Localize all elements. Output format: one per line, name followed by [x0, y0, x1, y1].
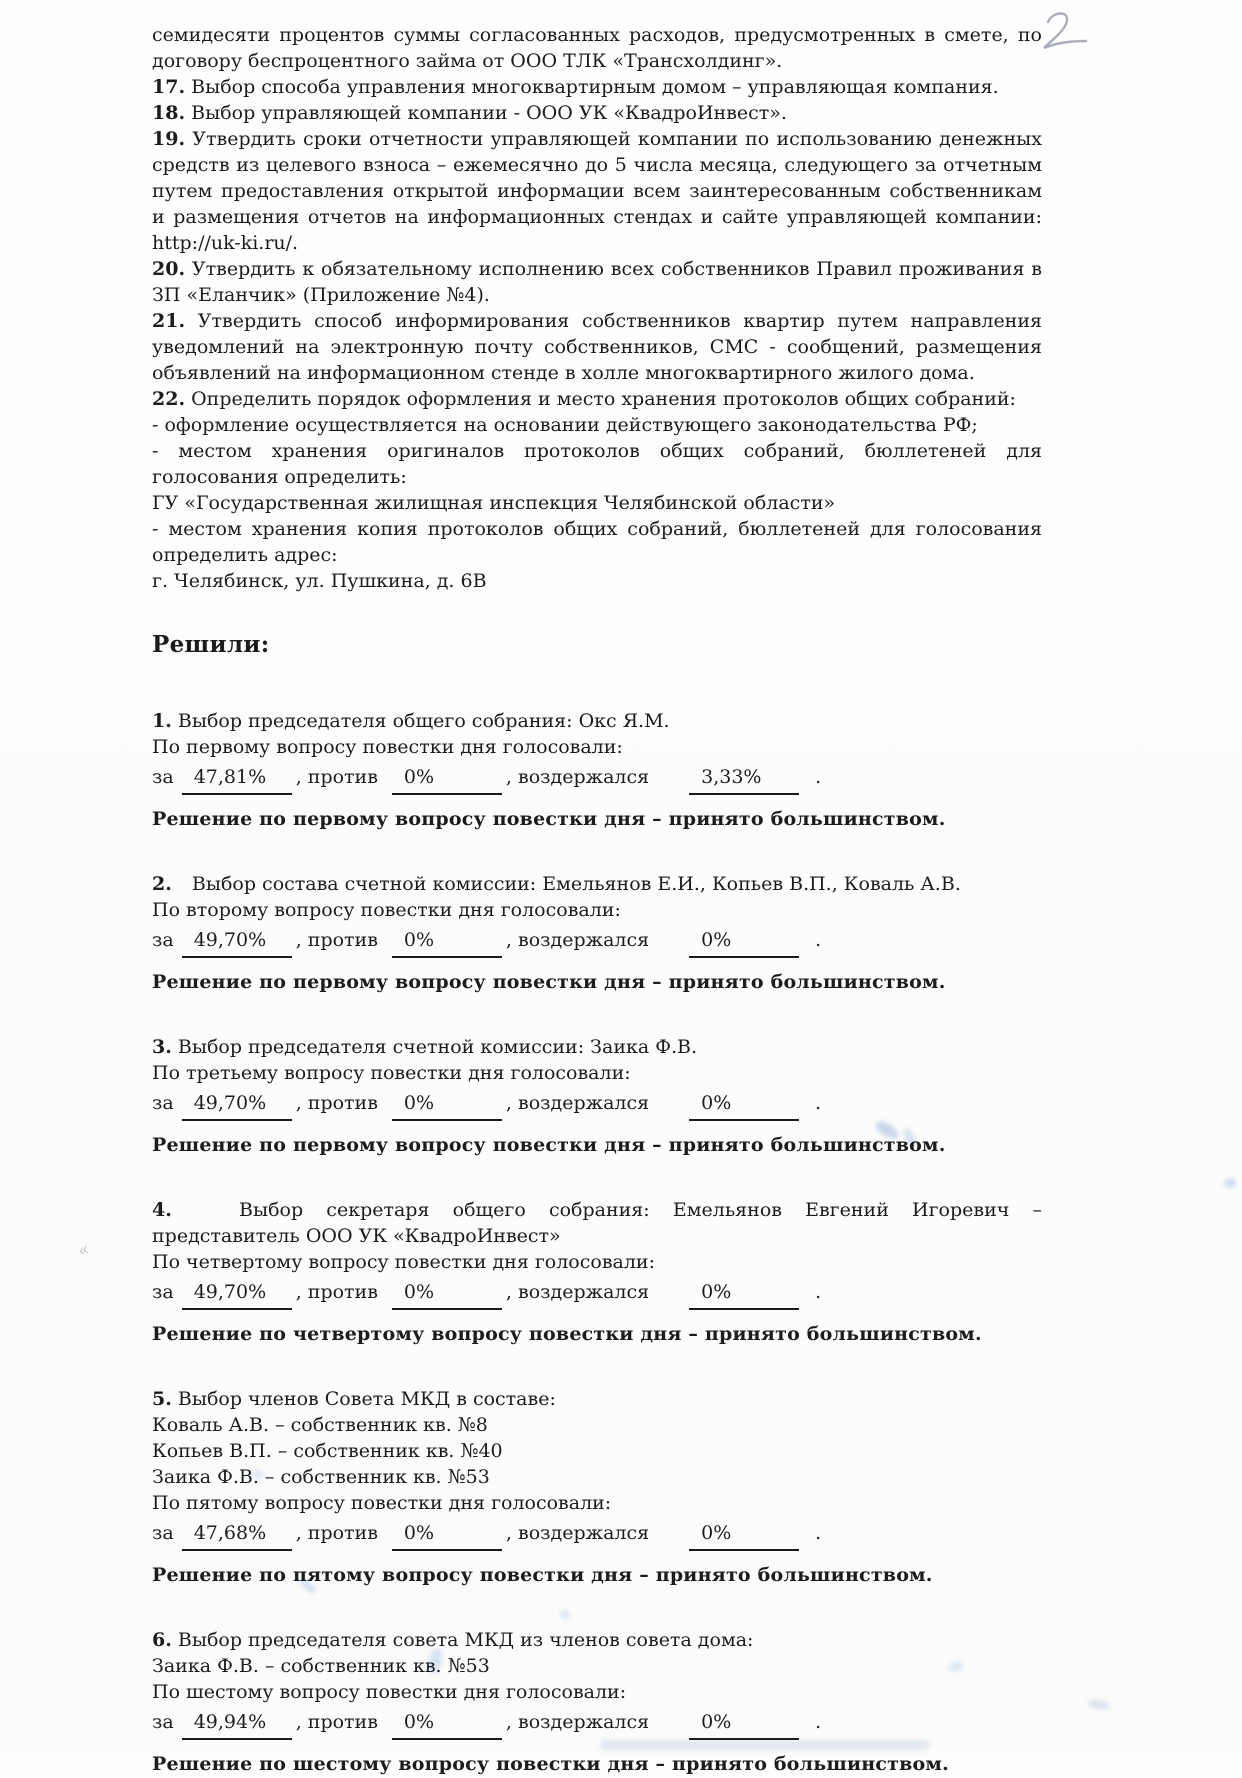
vote-abstain-label: , воздержался — [505, 1522, 650, 1544]
vote-line-period: . — [815, 929, 822, 951]
vote-abstain-value: 0% — [689, 1088, 799, 1121]
document-body — [152, 22, 1042, 1778]
decision-result: Решение по шестому вопросу повестки дня – принято большинством. — [152, 1753, 949, 1775]
decision-number: 3. — [152, 1036, 172, 1058]
vote-against-value: 0% — [392, 762, 502, 795]
decision-title — [152, 1627, 1042, 1653]
vote-abstain-label: , воздержался — [505, 1092, 650, 1114]
decision-number: 1. — [152, 710, 172, 732]
storage-line: ГУ «Государственная жилищная инспекция Челябинской области» — [152, 492, 836, 514]
item-number: 17. — [152, 76, 186, 98]
vote-for-value: 49,94% — [182, 1707, 292, 1740]
vote-against-label: , против — [295, 1522, 378, 1544]
vote-for-value: 49,70% — [182, 925, 292, 958]
handwritten-page-number — [1038, 8, 1094, 58]
vote-abstain-value: 0% — [689, 1518, 799, 1551]
decision-title-text: Выбор членов Совета МКД в составе: — [177, 1388, 556, 1410]
item-text: Утвердить сроки отчетности управляющей компании по использованию денежных средств из целевого взноса – ежемесячно до 5 числа месяца, следующего за отчетным путем предоставления открытой информации всем заинтересованным собственникам и размещения отчетов на информационных стендах и сайте управляющей компании: http://uk-ki.ru/. — [152, 128, 1042, 254]
member-line: Коваль А.В. – собственник кв. №8 — [152, 1414, 488, 1436]
decision-title — [152, 871, 1042, 897]
item-number: 22. — [152, 388, 186, 410]
vote-abstain-value: 0% — [689, 925, 799, 958]
vote-against-label: , против — [295, 1092, 378, 1114]
agenda-item-19 — [152, 126, 1042, 256]
voting-line — [152, 1086, 1042, 1128]
item-text: Определить порядок оформления и место хранения протоколов общих собраний: — [191, 388, 1016, 410]
voting-line — [152, 1705, 1042, 1747]
voting-intro-line: По шестому вопросу повестки дня голосовали: — [152, 1681, 627, 1703]
vote-for-label: за — [152, 929, 174, 951]
member-line: Заика Ф.В. – собственник кв. №53 — [152, 1466, 490, 1488]
decision-block-4 — [152, 1197, 1042, 1348]
decision-result: Решение по первому вопросу повестки дня – принято большинством. — [152, 971, 946, 993]
decision-title-text: Выбор председателя совета МКД из членов совета дома: — [177, 1629, 754, 1651]
vote-for-label: за — [152, 1711, 174, 1733]
decision-title-text: Выбор председателя общего собрания: Окс Я.М. — [177, 710, 670, 732]
resolved-heading: Решили: — [152, 631, 270, 658]
vote-for-value: 47,68% — [182, 1518, 292, 1551]
vote-abstain-value: 0% — [689, 1707, 799, 1740]
vote-for-label: за — [152, 1092, 174, 1114]
decision-block-3 — [152, 1034, 1042, 1159]
voting-line — [152, 1275, 1042, 1317]
member-line: Копьев В.П. – собственник кв. №40 — [152, 1440, 503, 1462]
pencil-mark: « — [75, 1238, 92, 1263]
decision-title-text: Выбор состава счетной комиссии: Емельянов Е.И., Копьев В.П., Коваль А.В. — [191, 873, 961, 895]
vote-abstain-label: , воздержался — [505, 1281, 650, 1303]
decision-title — [152, 1034, 1042, 1060]
item-text: Выбор управляющей компании - ООО УК «КвадроИнвест». — [191, 102, 787, 124]
vote-against-value: 0% — [392, 925, 502, 958]
decision-block-5 — [152, 1386, 1042, 1589]
vote-for-value: 47,81% — [182, 762, 292, 795]
decision-title-text: Выбор председателя счетной комиссии: Заика Ф.В. — [177, 1036, 698, 1058]
item-text: Утвердить к обязательному исполнению всех собственников Правил проживания в ЗП «Еланчик» (Приложение №4). — [152, 258, 1043, 306]
vote-against-value: 0% — [392, 1088, 502, 1121]
vote-against-label: , против — [295, 1711, 378, 1733]
storage-line: г. Челябинск, ул. Пушкина, д. 6В — [152, 570, 487, 592]
decision-number: 2. — [152, 873, 172, 895]
voting-intro-line: По первому вопросу повестки дня голосовали: — [152, 736, 623, 758]
voting-intro-line: По четвертому вопросу повестки дня голосовали: — [152, 1251, 655, 1273]
agenda-item-22 — [152, 386, 1042, 412]
storage-line: - оформление осуществляется на основании действующего законодательства РФ; — [152, 414, 978, 436]
voting-intro-line: По пятому вопросу повестки дня голосовали: — [152, 1492, 612, 1514]
voting-line — [152, 760, 1042, 802]
vote-against-value: 0% — [392, 1707, 502, 1740]
decision-block-6 — [152, 1627, 1042, 1778]
vote-line-period: . — [815, 766, 822, 788]
voting-intro-line: По третьему вопросу повестки дня голосовали: — [152, 1062, 631, 1084]
continuation-paragraph: семидесяти процентов суммы согласованных расходов, предусмотренных в смете, по договору беспроцентного займа от ООО ТЛК «Трансхолдинг». — [152, 24, 1042, 72]
decision-title — [152, 1197, 1042, 1249]
vote-abstain-value: 3,33% — [689, 762, 799, 795]
agenda-item-18 — [152, 100, 1042, 126]
voting-intro-line: По второму вопросу повестки дня голосовали: — [152, 899, 621, 921]
vote-for-label: за — [152, 1522, 174, 1544]
vote-line-period: . — [815, 1092, 822, 1114]
vote-line-period: . — [815, 1522, 822, 1544]
decision-block-1 — [152, 708, 1042, 833]
vote-for-value: 49,70% — [182, 1277, 292, 1310]
vote-for-label: за — [152, 1281, 174, 1303]
vote-line-period: . — [815, 1281, 822, 1303]
vote-against-value: 0% — [392, 1518, 502, 1551]
agenda-item-20 — [152, 256, 1042, 308]
item-number: 18. — [152, 102, 186, 124]
agenda-item-21 — [152, 308, 1042, 386]
decision-title — [152, 1386, 1042, 1412]
decision-title-text: Выбор секретаря общего собрания: Емельянов Евгений Игоревич – представитель ООО УК «КвадроИнвест» — [152, 1199, 1042, 1247]
item-number: 19. — [152, 128, 186, 150]
decision-result: Решение по первому вопросу повестки дня – принято большинством. — [152, 1134, 946, 1156]
vote-for-value: 49,70% — [182, 1088, 292, 1121]
item-text: Утвердить способ информирования собственников квартир путем направления уведомлений на электронную почту собственников, СМС - сообщений, размещения объявлений на информационном стенде в холле многоквартирного жилого дома. — [152, 310, 1042, 384]
decision-result: Решение по пятому вопросу повестки дня – принято большинством. — [152, 1564, 933, 1586]
decision-title — [152, 708, 1042, 734]
vote-abstain-label: , воздержался — [505, 1711, 650, 1733]
storage-line: - местом хранения оригиналов протоколов общих собраний, бюллетеней для голосования определить: — [152, 440, 1042, 488]
decision-number: 5. — [152, 1388, 172, 1410]
vote-for-label: за — [152, 766, 174, 788]
decision-number: 4. — [152, 1199, 172, 1221]
vote-abstain-label: , воздержался — [505, 929, 650, 951]
vote-against-label: , против — [295, 766, 378, 788]
decision-result: Решение по четвертому вопросу повестки дня – принято большинством. — [152, 1323, 982, 1345]
member-line: Заика Ф.В. – собственник кв. №53 — [152, 1655, 490, 1677]
decision-block-2 — [152, 871, 1042, 996]
vote-against-value: 0% — [392, 1277, 502, 1310]
storage-line: - местом хранения копия протоколов общих собраний, бюллетеней для голосования определить адрес: — [152, 518, 1042, 566]
vote-abstain-value: 0% — [689, 1277, 799, 1310]
voting-line — [152, 1516, 1042, 1558]
item-text: Выбор способа управления многоквартирным домом – управляющая компания. — [191, 76, 999, 98]
item-number: 21. — [152, 310, 186, 332]
decision-result: Решение по первому вопросу повестки дня – принято большинством. — [152, 808, 946, 830]
vote-against-label: , против — [295, 1281, 378, 1303]
voting-line — [152, 923, 1042, 965]
decision-number: 6. — [152, 1629, 172, 1651]
vote-abstain-label: , воздержался — [505, 766, 650, 788]
vote-line-period: . — [815, 1711, 822, 1733]
item-number: 20. — [152, 258, 186, 280]
vote-against-label: , против — [295, 929, 378, 951]
agenda-item-17 — [152, 74, 1042, 100]
